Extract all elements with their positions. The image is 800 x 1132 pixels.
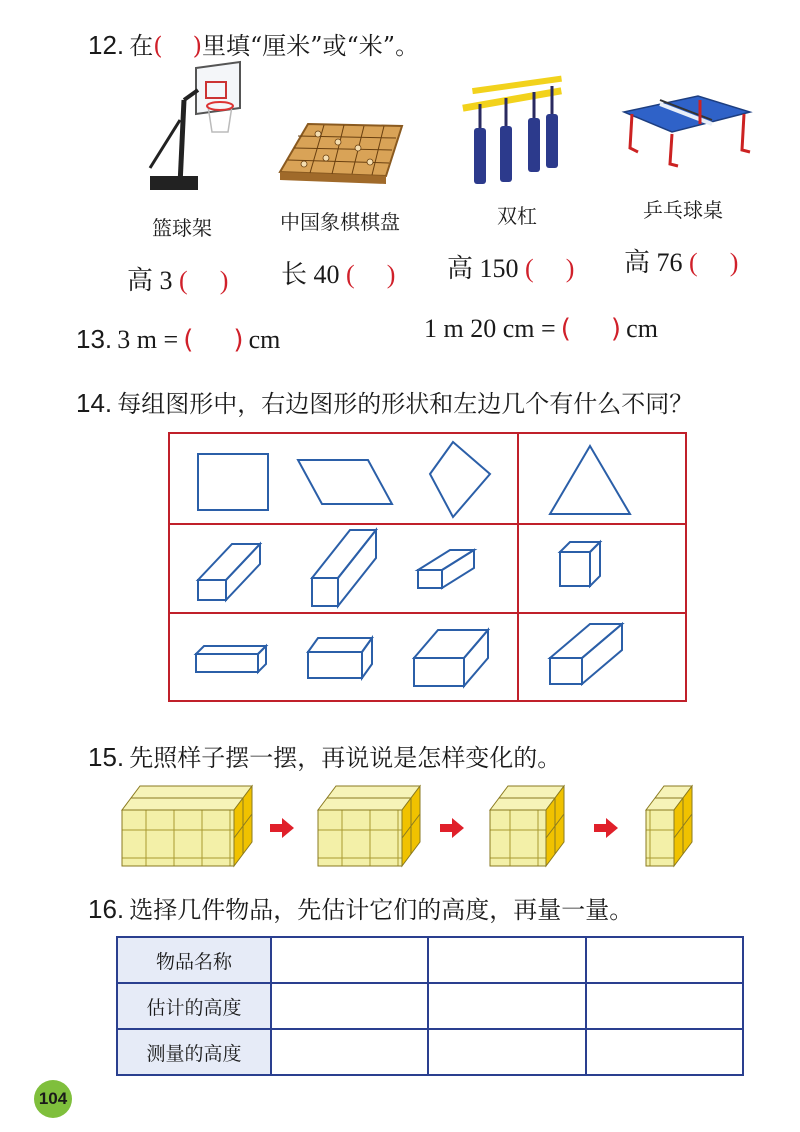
arrow-right-icon bbox=[270, 818, 294, 838]
table-cell[interactable] bbox=[428, 983, 585, 1029]
caption-bars: 双杠 bbox=[497, 204, 537, 228]
q12-prefix: 在 bbox=[129, 32, 154, 60]
cube-stack-1 bbox=[122, 786, 252, 866]
answer-blank-open: ( bbox=[689, 248, 698, 277]
triangle-shape bbox=[550, 446, 630, 514]
q13-number: 13. bbox=[76, 324, 113, 354]
caption-basketball: 篮球架 bbox=[152, 216, 212, 240]
answer-blank-close: ) bbox=[565, 254, 575, 283]
kite-shape bbox=[430, 442, 490, 517]
q13-right-unit: cm bbox=[626, 314, 658, 343]
cube-stack-3 bbox=[490, 786, 564, 866]
answer-blank-close: ) bbox=[386, 260, 396, 289]
q14-shapes-grid bbox=[168, 432, 688, 704]
flat-cuboid-shape bbox=[308, 638, 372, 678]
cuboid-shape bbox=[312, 530, 376, 606]
answer-blank-close: ) bbox=[219, 266, 229, 295]
answer-blank-close: ) bbox=[610, 314, 622, 344]
caption-pingpong: 乒乓球桌 bbox=[643, 198, 723, 222]
measure-bars-label: 高 150 bbox=[447, 254, 519, 283]
q13-left bbox=[76, 324, 280, 355]
flat-cuboid-shape bbox=[414, 630, 488, 686]
table-cell[interactable] bbox=[428, 937, 585, 983]
table-row bbox=[117, 983, 743, 1029]
parallelogram-shape bbox=[298, 460, 392, 504]
table-cell[interactable] bbox=[586, 937, 743, 983]
arrow-right-icon bbox=[594, 818, 618, 838]
parallel-bars-image bbox=[458, 70, 570, 190]
cuboid-shape bbox=[418, 550, 474, 588]
measure-chess bbox=[281, 254, 395, 291]
table-cell[interactable] bbox=[586, 983, 743, 1029]
measure-basketball bbox=[127, 260, 228, 297]
q13-right-expr: 1 m 20 cm = bbox=[424, 314, 556, 343]
measure-chess-label: 长 40 bbox=[281, 260, 340, 289]
measure-pingpong bbox=[624, 242, 738, 279]
q13-right bbox=[424, 314, 658, 344]
flat-cuboid-shape bbox=[196, 646, 266, 672]
answer-blank-close: ) bbox=[233, 325, 244, 355]
q14-heading bbox=[76, 384, 693, 419]
q13-left-expr: 3 m = bbox=[117, 325, 179, 354]
ping-pong-table-image bbox=[616, 90, 756, 170]
q16-heading bbox=[88, 890, 633, 925]
q12-paren-open: ( bbox=[153, 32, 163, 60]
square-shape bbox=[198, 454, 268, 510]
row-label-measured-height: 测量的高度 bbox=[117, 1029, 271, 1075]
answer-blank-open: ( bbox=[183, 325, 194, 355]
table-row bbox=[117, 937, 743, 983]
table-cell[interactable] bbox=[271, 1029, 428, 1075]
q13-left-unit: cm bbox=[248, 325, 281, 354]
q15-heading bbox=[88, 738, 561, 773]
q16-number: 16. bbox=[88, 894, 125, 924]
answer-blank-open: ( bbox=[560, 314, 571, 344]
answer-blank-open: ( bbox=[179, 266, 188, 295]
measure-pingpong-label: 高 76 bbox=[624, 248, 683, 277]
q12-number: 12. bbox=[88, 30, 125, 60]
q12-heading bbox=[88, 26, 419, 61]
q16-text: 选择几件物品，先估计它们的高度，再量一量。 bbox=[129, 896, 634, 924]
answer-blank-open: ( bbox=[525, 254, 534, 283]
q15-cube-sequence bbox=[118, 774, 708, 870]
caption-chess: 中国象棋棋盘 bbox=[280, 210, 400, 234]
cuboid-shape bbox=[550, 624, 622, 684]
table-cell[interactable] bbox=[586, 1029, 743, 1075]
answer-blank-open: ( bbox=[346, 260, 355, 289]
cuboid-shape bbox=[198, 544, 260, 600]
q15-number: 15. bbox=[88, 742, 125, 772]
q16-measure-table bbox=[116, 936, 744, 1076]
row-label-estimated-height: 估计的高度 bbox=[117, 983, 271, 1029]
table-cell[interactable] bbox=[428, 1029, 585, 1075]
basketball-hoop-image bbox=[138, 60, 248, 200]
cube-shape bbox=[560, 542, 600, 586]
arrow-right-icon bbox=[440, 818, 464, 838]
cube-stack-4 bbox=[646, 786, 692, 866]
cube-stack-2 bbox=[318, 786, 420, 866]
row-label-item-name: 物品名称 bbox=[117, 937, 271, 983]
q12-suffix: 里填“厘米”或“米”。 bbox=[202, 32, 420, 60]
table-cell[interactable] bbox=[271, 983, 428, 1029]
q12-paren-close: ) bbox=[192, 32, 202, 60]
measure-basketball-label: 高 3 bbox=[127, 266, 173, 295]
q15-text: 先照样子摆一摆，再说说是怎样变化的。 bbox=[129, 744, 562, 772]
answer-blank-close: ) bbox=[729, 248, 739, 277]
table-row bbox=[117, 1029, 743, 1075]
measure-bars bbox=[447, 248, 574, 285]
table-cell[interactable] bbox=[271, 937, 428, 983]
chess-board-image bbox=[274, 118, 414, 190]
q14-text: 每组图形中，右边图形的形状和左边几个有什么不同？ bbox=[117, 390, 694, 418]
page-number-badge: 104 bbox=[34, 1080, 72, 1118]
q14-number: 14. bbox=[76, 388, 113, 418]
